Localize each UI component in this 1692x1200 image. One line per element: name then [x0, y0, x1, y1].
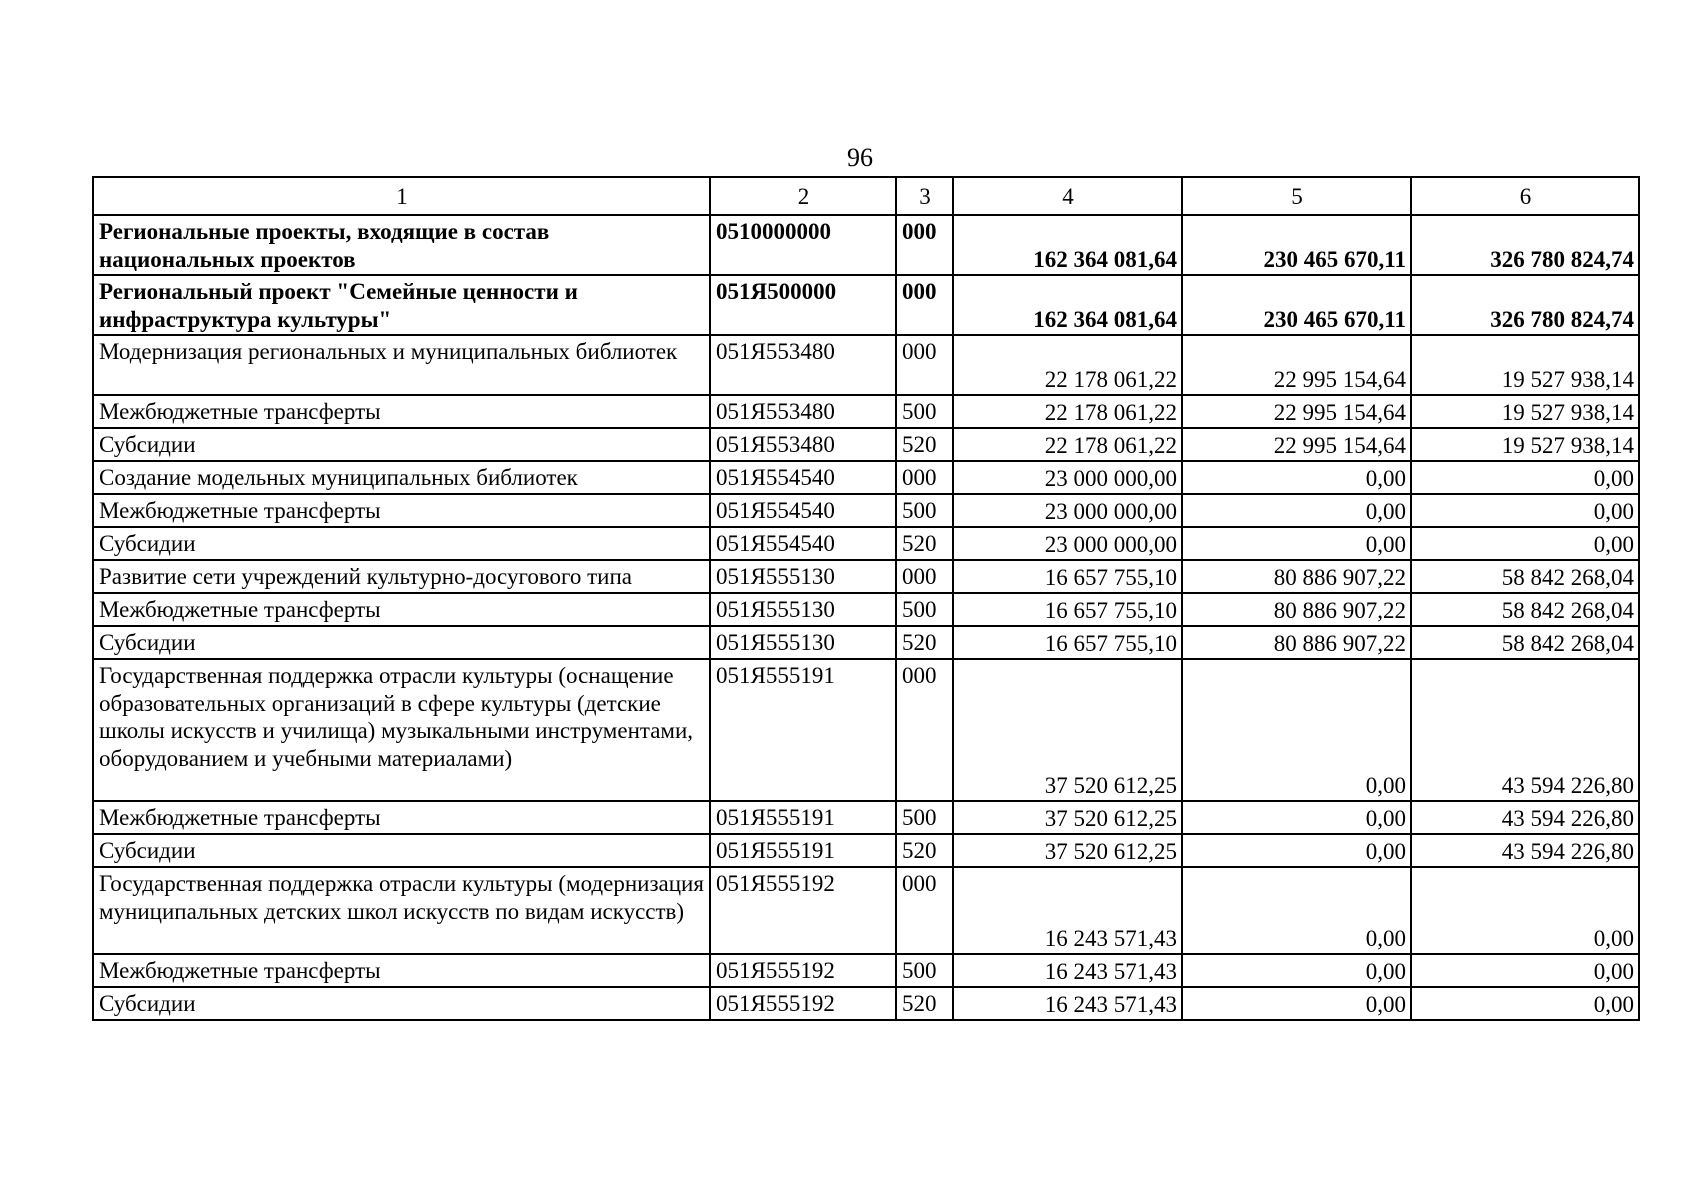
cell-amount-col4: 37 520 612,25 [953, 659, 1182, 801]
cell-amount-col5: 0,00 [1182, 801, 1411, 834]
cell-expense-type: 520 [896, 626, 953, 659]
cell-amount-col4: 16 243 571,43 [953, 867, 1182, 954]
cell-expense-type: 500 [896, 593, 953, 626]
cell-code: 051Я553480 [710, 395, 896, 428]
cell-name: Межбюджетные трансферты [93, 593, 710, 626]
cell-code: 051Я553480 [710, 428, 896, 461]
cell-code: 051Я555130 [710, 626, 896, 659]
budget-table-body [93, 177, 1639, 1020]
cell-amount-col5: 0,00 [1182, 834, 1411, 867]
column-header-3: 3 [896, 177, 953, 215]
cell-amount-col6: 43 594 226,80 [1411, 659, 1639, 801]
cell-amount-col4: 23 000 000,00 [953, 527, 1182, 560]
cell-amount-col6: 326 780 824,74 [1411, 215, 1639, 275]
table-row [93, 275, 1639, 335]
cell-amount-col5: 80 886 907,22 [1182, 560, 1411, 593]
cell-name: Субсидии [93, 987, 710, 1020]
cell-amount-col4: 16 243 571,43 [953, 987, 1182, 1020]
cell-amount-col5: 230 465 670,11 [1182, 275, 1411, 335]
header-row [93, 177, 1639, 215]
cell-name: Субсидии [93, 834, 710, 867]
cell-name: Региональные проекты, входящие в состав национальных проектов [93, 215, 710, 275]
cell-code: 051Я555130 [710, 560, 896, 593]
cell-amount-col6: 43 594 226,80 [1411, 834, 1639, 867]
cell-expense-type: 000 [896, 335, 953, 395]
cell-amount-col6: 58 842 268,04 [1411, 626, 1639, 659]
cell-amount-col4: 22 178 061,22 [953, 428, 1182, 461]
cell-expense-type: 520 [896, 527, 953, 560]
cell-code: 051Я555191 [710, 659, 896, 801]
column-header-6: 6 [1411, 177, 1639, 215]
cell-amount-col6: 0,00 [1411, 954, 1639, 987]
cell-amount-col6: 0,00 [1411, 987, 1639, 1020]
table-row [93, 494, 1639, 527]
table-row [93, 659, 1639, 801]
cell-expense-type: 000 [896, 461, 953, 494]
cell-code: 051Я555191 [710, 801, 896, 834]
cell-amount-col5: 22 995 154,64 [1182, 335, 1411, 395]
table-row [93, 461, 1639, 494]
table-row [93, 626, 1639, 659]
cell-code: 051Я555192 [710, 987, 896, 1020]
cell-name: Субсидии [93, 527, 710, 560]
table-row [93, 954, 1639, 987]
cell-amount-col5: 0,00 [1182, 659, 1411, 801]
cell-amount-col4: 162 364 081,64 [953, 215, 1182, 275]
cell-amount-col6: 19 527 938,14 [1411, 335, 1639, 395]
table-row [93, 867, 1639, 954]
cell-amount-col5: 22 995 154,64 [1182, 428, 1411, 461]
cell-expense-type: 520 [896, 428, 953, 461]
cell-amount-col4: 16 657 755,10 [953, 626, 1182, 659]
cell-expense-type: 000 [896, 867, 953, 954]
cell-amount-col4: 37 520 612,25 [953, 834, 1182, 867]
cell-amount-col4: 22 178 061,22 [953, 335, 1182, 395]
cell-amount-col6: 0,00 [1411, 494, 1639, 527]
table-row [93, 593, 1639, 626]
cell-amount-col5: 0,00 [1182, 527, 1411, 560]
cell-amount-col4: 23 000 000,00 [953, 494, 1182, 527]
cell-amount-col6: 19 527 938,14 [1411, 395, 1639, 428]
cell-amount-col4: 22 178 061,22 [953, 395, 1182, 428]
cell-amount-col6: 0,00 [1411, 461, 1639, 494]
cell-expense-type: 000 [896, 215, 953, 275]
column-header-5: 5 [1182, 177, 1411, 215]
cell-amount-col6: 0,00 [1411, 527, 1639, 560]
cell-name: Государственная поддержка отрасли культуры (модернизация муниципальных детских школ искусств по видам искусств) [93, 867, 710, 954]
cell-amount-col5: 0,00 [1182, 987, 1411, 1020]
cell-code: 0510000000 [710, 215, 896, 275]
cell-code: 051Я555192 [710, 954, 896, 987]
budget-table [92, 176, 1640, 1021]
table-row [93, 215, 1639, 275]
cell-name: Межбюджетные трансферты [93, 954, 710, 987]
cell-expense-type: 500 [896, 801, 953, 834]
table-row [93, 987, 1639, 1020]
cell-name: Региональный проект "Семейные ценности и инфраструктура культуры" [93, 275, 710, 335]
cell-expense-type: 520 [896, 834, 953, 867]
cell-code: 051Я554540 [710, 461, 896, 494]
cell-amount-col6: 19 527 938,14 [1411, 428, 1639, 461]
cell-amount-col4: 16 243 571,43 [953, 954, 1182, 987]
cell-name: Субсидии [93, 626, 710, 659]
cell-amount-col4: 16 657 755,10 [953, 593, 1182, 626]
cell-amount-col4: 37 520 612,25 [953, 801, 1182, 834]
cell-expense-type: 500 [896, 395, 953, 428]
column-header-2: 2 [710, 177, 896, 215]
cell-code: 051Я553480 [710, 335, 896, 395]
cell-amount-col5: 0,00 [1182, 954, 1411, 987]
cell-name: Государственная поддержка отрасли культуры (оснащение образовательных организаций в сфере культуры (детские школы искусств и училища) музыкальными инструментами, оборудованием и учебными материалами) [93, 659, 710, 801]
cell-amount-col4: 23 000 000,00 [953, 461, 1182, 494]
table-row [93, 527, 1639, 560]
cell-expense-type: 500 [896, 494, 953, 527]
cell-code: 051Я554540 [710, 494, 896, 527]
cell-amount-col6: 0,00 [1411, 867, 1639, 954]
cell-name: Межбюджетные трансферты [93, 801, 710, 834]
cell-expense-type: 000 [896, 659, 953, 801]
cell-code: 051Я554540 [710, 527, 896, 560]
column-header-1: 1 [93, 177, 710, 215]
cell-expense-type: 000 [896, 560, 953, 593]
cell-amount-col6: 58 842 268,04 [1411, 560, 1639, 593]
cell-expense-type: 500 [896, 954, 953, 987]
table-row [93, 834, 1639, 867]
cell-expense-type: 520 [896, 987, 953, 1020]
cell-amount-col6: 58 842 268,04 [1411, 593, 1639, 626]
cell-amount-col4: 162 364 081,64 [953, 275, 1182, 335]
cell-amount-col6: 43 594 226,80 [1411, 801, 1639, 834]
page-number: 96 [847, 143, 873, 172]
cell-expense-type: 000 [896, 275, 953, 335]
cell-name: Межбюджетные трансферты [93, 494, 710, 527]
cell-amount-col5: 0,00 [1182, 867, 1411, 954]
cell-amount-col5: 80 886 907,22 [1182, 593, 1411, 626]
cell-code: 051Я500000 [710, 275, 896, 335]
table-row [93, 395, 1639, 428]
cell-amount-col4: 16 657 755,10 [953, 560, 1182, 593]
cell-name: Межбюджетные трансферты [93, 395, 710, 428]
cell-code: 051Я555191 [710, 834, 896, 867]
cell-code: 051Я555192 [710, 867, 896, 954]
cell-name: Развитие сети учреждений культурно-досугового типа [93, 560, 710, 593]
table-row [93, 801, 1639, 834]
cell-amount-col5: 0,00 [1182, 494, 1411, 527]
cell-amount-col5: 0,00 [1182, 461, 1411, 494]
cell-amount-col5: 80 886 907,22 [1182, 626, 1411, 659]
cell-name: Создание модельных муниципальных библиотек [93, 461, 710, 494]
cell-name: Субсидии [93, 428, 710, 461]
cell-name: Модернизация региональных и муниципальных библиотек [93, 335, 710, 395]
table-row [93, 560, 1639, 593]
cell-amount-col5: 22 995 154,64 [1182, 395, 1411, 428]
table-row [93, 428, 1639, 461]
cell-amount-col6: 326 780 824,74 [1411, 275, 1639, 335]
column-header-4: 4 [953, 177, 1182, 215]
cell-code: 051Я555130 [710, 593, 896, 626]
cell-amount-col5: 230 465 670,11 [1182, 215, 1411, 275]
table-row [93, 335, 1639, 395]
